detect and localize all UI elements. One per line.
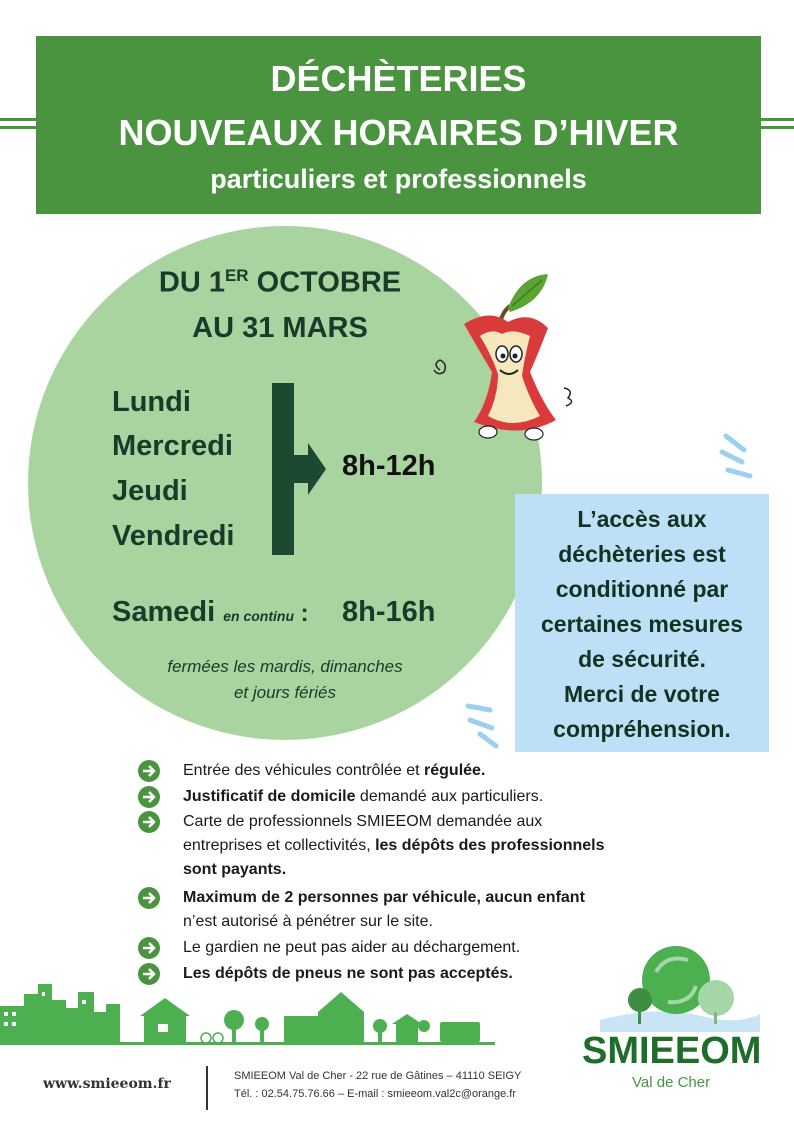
arrow-bullet-icon [138,811,160,833]
smieeom-logo-subtitle: Val de Cher [632,1074,711,1091]
saturday-label: Samedi [112,596,216,628]
smieeom-logo-icon [600,942,760,1032]
rule-proof-of-address: Justificatif de domicile demandé aux particuliers. [183,788,544,805]
header-rule-left-bottom [0,126,36,129]
decorative-dashes-top [718,430,758,482]
decorative-dashes-bottom [464,700,504,750]
rule-no-unloading-help: Le gardien ne peut pas aider au déchargement. [183,939,521,956]
saturday-row: Samedi en continu : [112,596,309,628]
footer-address: SMIEEOM Val de Cher - 22 rue de Gâtines – 41110 SEIGY [234,1070,522,1082]
header-rule-left-top [0,118,36,121]
saturday-note: en continu [223,608,295,624]
header-subtitle: NOUVEAUX HORAIRES D’HIVER [118,112,679,153]
saturday-hours: 8h-16h [342,596,436,628]
rule-professional-card: Carte de professionnels SMIEEOM demandée aux entreprises et collectivités, les dépôts des professionnels sont payants. [183,813,605,878]
day-thursday: Jeudi [112,475,188,507]
footer-contact: Tél. : 02.54.75.76.66 – E-mail : smieeom.val2c@orange.fr [234,1088,517,1100]
header-banner [36,36,761,214]
day-friday: Vendredi [112,520,235,552]
rule-no-tyres: Les dépôts de pneus ne sont pas acceptés. [183,965,513,982]
day-wednesday: Mercredi [112,430,233,462]
period-end: AU 31 MARS [192,312,368,344]
safety-notice: L’accès aux déchèteries est conditionné par certaines mesures de sécurité. Merci de votre compréhension. [515,494,769,752]
header-title: DÉCHÈTERIES [270,58,527,99]
period-start: DU 1ER OCTOBRE [158,266,402,299]
arrow-bullet-icon [138,760,160,782]
apple-core-mascot-icon [430,272,580,444]
arrow-bullet-icon [138,937,160,959]
city-skyline-illustration [0,976,500,1046]
weekday-hours: 8h-12h [342,450,436,482]
header-audience: particuliers et professionnels [210,164,587,194]
smieeom-logo-name: SMIEEOM [582,1030,762,1072]
header-rule-right-top [761,118,794,121]
website-link[interactable]: www.smieeom.fr [43,1076,171,1092]
arrow-bullet-icon [138,786,160,808]
day-monday: Lundi [112,386,191,418]
arrow-bullet-icon [138,887,160,909]
rule-max-persons: Maximum de 2 personnes par véhicule, aucun enfant n’est autorisé à pénétrer sur le site. [183,889,585,930]
footer-divider [206,1066,208,1110]
header-rule-right-bottom [761,126,794,129]
rule-vehicle-entry: Entrée des véhicules contrôlée et régulée. [183,762,486,779]
closed-days: fermées les mardis, dimanches et jours fériés [167,657,403,702]
bracket-arrow-icon [268,383,328,558]
